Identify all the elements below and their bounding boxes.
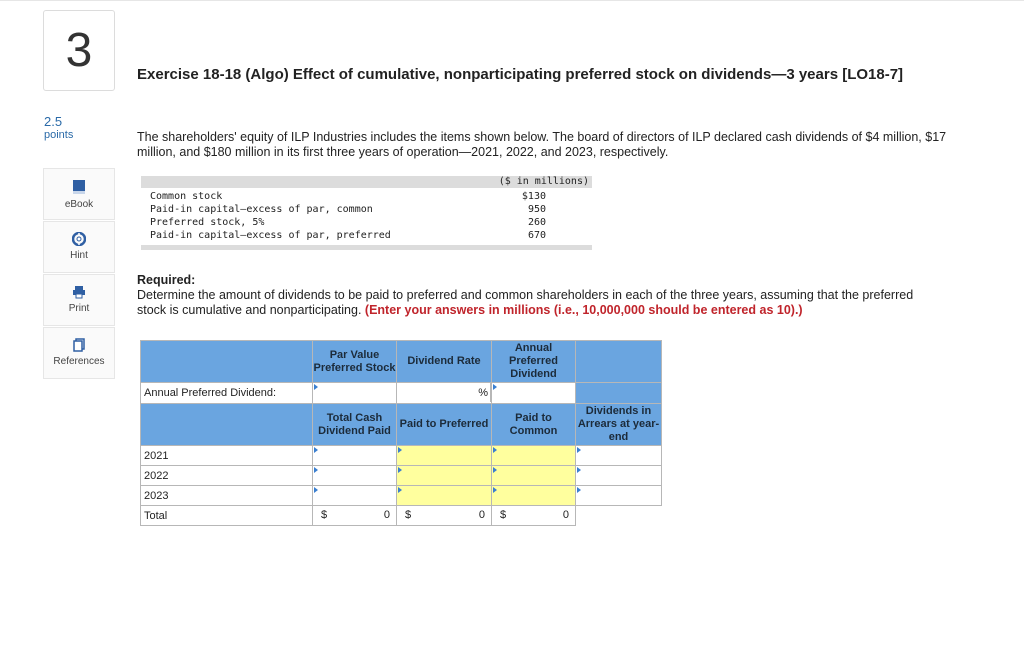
header-paid-preferred: Paid to Preferred xyxy=(397,404,492,446)
grid-header-blank xyxy=(576,341,662,383)
total-label: Total xyxy=(141,506,313,526)
paid-preferred-input[interactable] xyxy=(397,446,492,466)
print-button[interactable] xyxy=(43,274,115,326)
paid-common-input[interactable] xyxy=(492,486,576,506)
equity-row-amount: $130 xyxy=(521,191,546,202)
question-number: 3 xyxy=(43,10,115,91)
grid-header-blank xyxy=(141,341,313,383)
paid-preferred-input[interactable] xyxy=(397,466,492,486)
equity-row-amount: 950 xyxy=(527,204,546,215)
points-block xyxy=(44,114,73,141)
required-heading: Required: xyxy=(137,273,196,287)
paid-common-input[interactable] xyxy=(492,446,576,466)
arrears-input[interactable] xyxy=(576,466,662,486)
total-cash-input[interactable] xyxy=(313,446,397,466)
annual-dividend-label: Annual Preferred Dividend: xyxy=(141,383,313,404)
total-value: 0 xyxy=(478,509,485,521)
header-total-cash: Total Cash Dividend Paid xyxy=(313,404,397,446)
total-cash-total xyxy=(313,506,397,526)
equity-row-label: Common stock xyxy=(150,191,223,202)
paid-preferred-input[interactable] xyxy=(397,486,492,506)
hint-label: Hint xyxy=(70,250,88,261)
grid-empty xyxy=(576,506,662,526)
arrears-input[interactable] xyxy=(576,486,662,506)
percent-sign: % xyxy=(478,387,488,399)
required-text: Determine the amount of dividends to be paid to preferred and common shareholders in each of the three years, assuming that the preferred stock is cumulative and nonparticipating. xyxy=(137,288,914,317)
equity-header: ($ in millions) xyxy=(498,176,589,187)
grid-filler xyxy=(576,383,662,404)
hint-button[interactable] xyxy=(43,221,115,273)
references-button[interactable] xyxy=(43,327,115,379)
equity-row-label: Preferred stock, 5% xyxy=(150,217,265,228)
answer-grid xyxy=(140,340,662,526)
dividend-rate-input[interactable] xyxy=(397,383,492,404)
references-label: References xyxy=(53,356,105,367)
equity-row-amount: 260 xyxy=(527,217,546,228)
lifebuoy-icon xyxy=(72,232,86,246)
paid-common-input[interactable] xyxy=(492,466,576,486)
total-value: 0 xyxy=(562,509,569,521)
paid-common-total xyxy=(492,506,576,526)
year-label: 2022 xyxy=(141,466,313,486)
exercise-title: Exercise 18-18 (Algo) Effect of cumulative, nonparticipating preferred stock on dividends—3 years [LO18-7] xyxy=(137,66,904,83)
equity-row-label: Paid-in capital—excess of par, preferred xyxy=(150,230,391,241)
header-annual-dividend: Annual Preferred Dividend xyxy=(492,341,576,383)
equity-row-label: Paid-in capital—excess of par, common xyxy=(150,204,373,215)
equity-row-amount: 670 xyxy=(527,230,546,241)
equity-row xyxy=(150,190,590,203)
top-divider xyxy=(0,0,1024,1)
header-par-value: Par Value Preferred Stock xyxy=(313,341,397,383)
book-icon xyxy=(72,179,86,195)
equity-table xyxy=(141,176,592,250)
grid-header-blank xyxy=(141,404,313,446)
ebook-button[interactable] xyxy=(43,168,115,220)
equity-row xyxy=(150,216,590,229)
par-value-input[interactable] xyxy=(313,383,397,404)
dollar-sign: $ xyxy=(405,509,412,521)
total-cash-input[interactable] xyxy=(313,466,397,486)
points-label: points xyxy=(44,129,74,141)
header-arrears: Dividends in Arrears at year-end xyxy=(576,404,662,446)
paid-preferred-total xyxy=(397,506,492,526)
dollar-sign: $ xyxy=(321,509,328,521)
dollar-sign: $ xyxy=(500,509,507,521)
total-cash-input[interactable] xyxy=(313,486,397,506)
equity-row xyxy=(150,229,590,242)
required-instruction: (Enter your answers in millions (i.e., 10,000,000 should be entered as 10).) xyxy=(364,303,803,317)
ebook-label: eBook xyxy=(64,199,94,210)
equity-footer-bar xyxy=(141,245,592,250)
print-label: Print xyxy=(68,303,90,314)
equity-row xyxy=(150,203,590,216)
total-value: 0 xyxy=(383,509,390,521)
required-section xyxy=(137,273,937,318)
printer-icon xyxy=(72,285,86,299)
annual-dividend-input[interactable] xyxy=(492,383,576,404)
arrears-input[interactable] xyxy=(576,446,662,466)
year-label: 2023 xyxy=(141,486,313,506)
exercise-intro: The shareholders' equity of ILP Industries includes the items shown below. The board of directors of ILP declared cash dividends of $4 million, $17 million, and $180 million in its first three years of operation—2021, 2022, and 2023, respectively. xyxy=(137,130,947,159)
points-value: 2.5 xyxy=(44,114,63,129)
documents-icon xyxy=(72,338,86,352)
year-label: 2021 xyxy=(141,446,313,466)
header-dividend-rate: Dividend Rate xyxy=(397,341,492,383)
header-paid-common: Paid to Common xyxy=(492,404,576,446)
